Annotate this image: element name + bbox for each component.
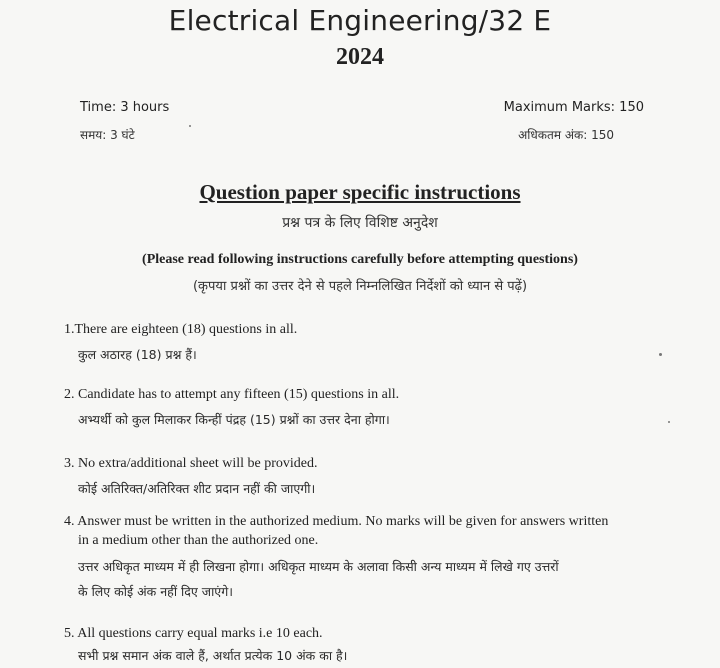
instruction-5-hi: सभी प्रश्न समान अंक वाले हैं, अर्थात प्रत्येक 10 अंक का है।	[78, 648, 348, 663]
instruction-4-en-line1: 4. Answer must be written in the authorized medium. No marks will be given for answers written	[64, 514, 609, 529]
time-label-hi: समय: 3 घंटे	[80, 128, 135, 142]
paper-year: 2024	[336, 44, 384, 70]
instruction-3-hi: कोई अतिरिक्त/अतिरिक्त शीट प्रदान नहीं की जाएगी।	[78, 481, 316, 496]
instruction-1-hi: कुल अठारह (18) प्रश्न हैं।	[78, 347, 197, 362]
section-subtitle-hi: प्रश्न पत्र के लिए विशिष्ट अनुदेश	[282, 215, 438, 231]
instruction-3-en: 3. No extra/additional sheet will be provided.	[64, 456, 318, 471]
scan-speck	[668, 421, 670, 423]
instruction-5-en: 5. All questions carry equal marks i.e 10 each.	[64, 626, 323, 641]
instruction-4-en-line2: in a medium other than the authorized one.	[78, 533, 319, 548]
max-marks-hi: अधिकतम अंक: 150	[518, 128, 614, 142]
instruction-1-en: 1.There are eighteen (18) questions in all.	[64, 322, 298, 337]
scan-speck	[189, 125, 191, 127]
paper-title: Electrical Engineering/32 E	[168, 4, 552, 37]
section-title: Question paper specific instructions	[199, 180, 521, 204]
instruction-4-hi-line1: उत्तर अधिकृत माध्यम में ही लिखना होगा। अधिकृत माध्यम के अलावा किसी अन्य माध्यम में लिखे गए उत्तरों	[78, 559, 559, 574]
instruction-4-hi-line2: के लिए कोई अंक नहीं दिए जाएंगे।	[78, 584, 233, 599]
instruction-2-en: 2. Candidate has to attempt any fifteen (15) questions in all.	[64, 387, 400, 402]
read-instructions-note-hi: (कृपया प्रश्नों का उत्तर देने से पहले निम्नलिखित निर्देशों को ध्यान से पढ़ें)	[192, 279, 528, 294]
read-instructions-note-en: (Please read following instructions carefully before attempting questions)	[142, 252, 578, 267]
max-marks-en: Maximum Marks: 150	[503, 100, 644, 115]
instruction-2-hi: अभ्यर्थी को कुल मिलाकर किन्हीं पंद्रह (15) प्रश्नों का उत्तर देना होगा।	[78, 412, 390, 427]
scan-speck	[659, 353, 662, 356]
time-label-en: Time: 3 hours	[80, 100, 170, 115]
